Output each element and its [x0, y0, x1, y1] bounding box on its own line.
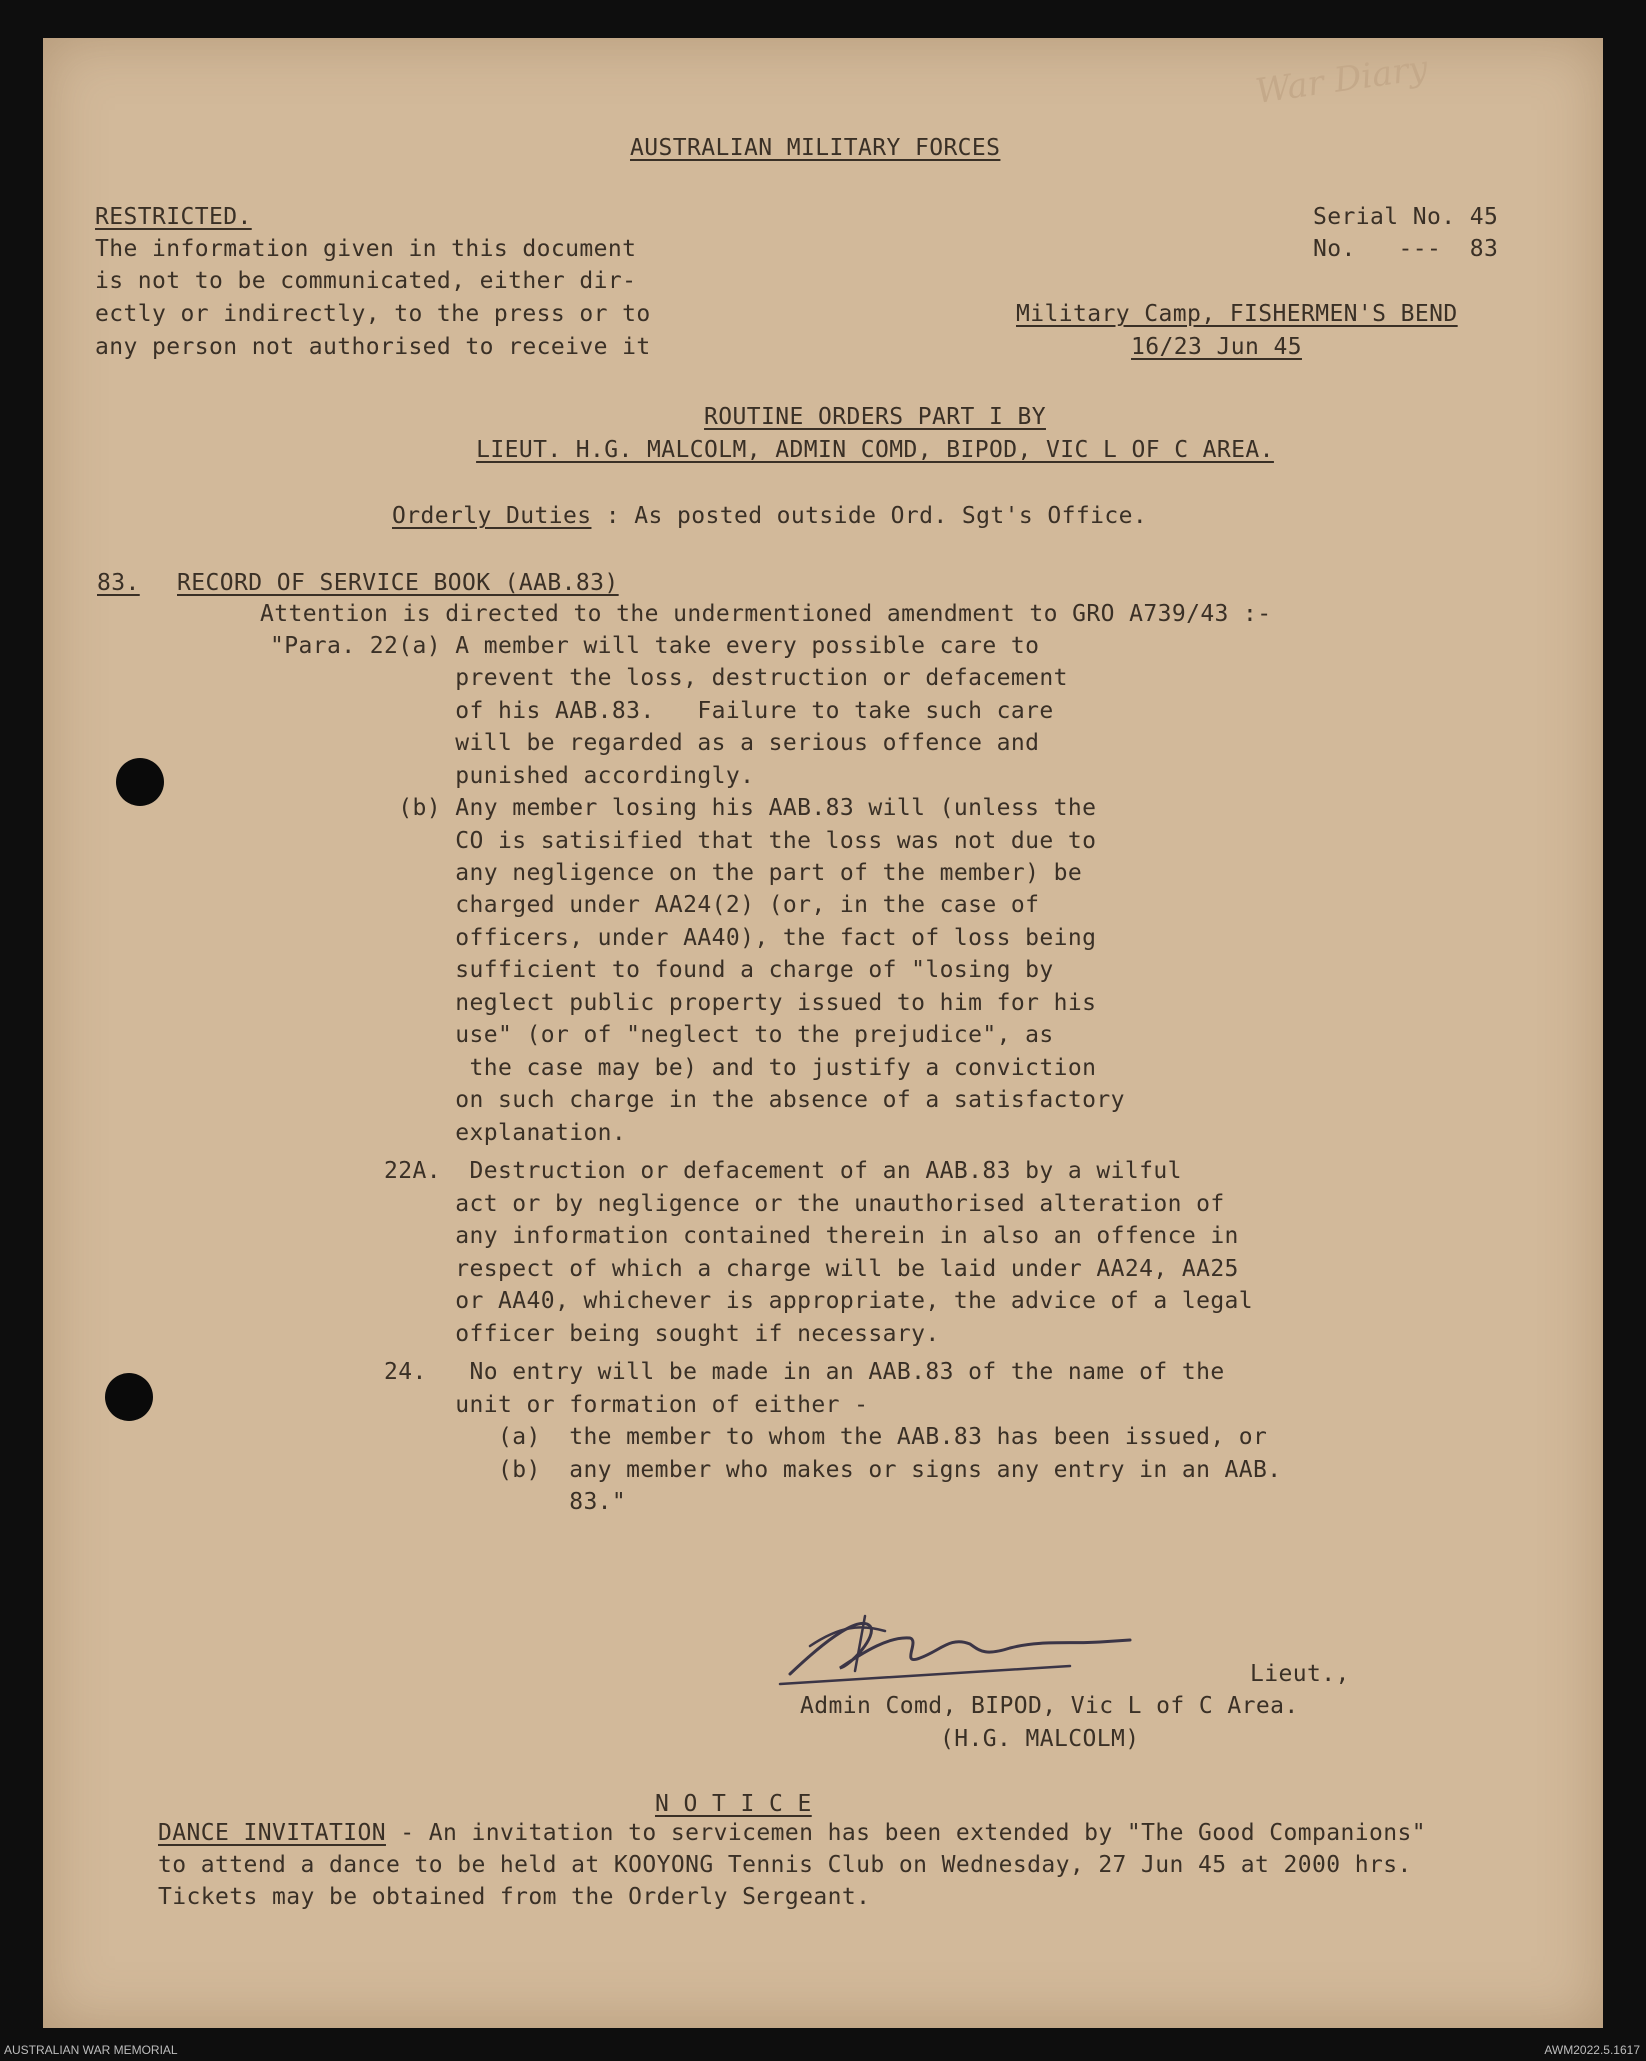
signature-appointment: Admin Comd, BIPOD, Vic L of C Area.	[800, 1693, 1299, 1719]
order-line: charged under AA24(2) (or, in the case of	[270, 892, 1040, 918]
handwritten-note: War Diary	[1253, 48, 1431, 112]
order-line: 24. No entry will be made in an AAB.83 of the name of the	[270, 1359, 1225, 1385]
restricted-line: ectly or indirectly, to the press or to	[95, 301, 651, 327]
signature-rank: Lieut.,	[1250, 1661, 1350, 1687]
orders-heading-line1: ROUTINE ORDERS PART I BY	[704, 404, 1046, 430]
order-line: the case may be) and to justify a conviction	[270, 1055, 1097, 1081]
location: Military Camp, FISHERMEN'S BEND	[1016, 301, 1458, 327]
order-line: respect of which a charge will be laid under AA24, AA25	[270, 1256, 1239, 1282]
restricted-line: is not to be communicated, either dir-	[95, 268, 637, 294]
notice-line: to attend a dance to be held at KOOYONG Tennis Club on Wednesday, 27 Jun 45 at 2000 hrs.	[158, 1852, 1412, 1878]
order-line: officers, under AA40), the fact of loss being	[270, 925, 1097, 951]
notice-line: Tickets may be obtained from the Orderly Sergeant.	[158, 1884, 871, 1910]
footer-source: AUSTRALIAN WAR MEMORIAL	[4, 2043, 178, 2057]
punch-hole	[116, 758, 164, 806]
order-line: prevent the loss, destruction or defacement	[270, 665, 1068, 691]
order-number: No. --- 83	[1313, 236, 1499, 262]
order-line: will be regarded as a serious offence and	[270, 730, 1040, 756]
order-line: punished accordingly.	[270, 763, 755, 789]
order-line: 83."	[270, 1489, 627, 1515]
order-line: neglect public property issued to him for his	[270, 990, 1097, 1016]
order-line: "Para. 22(a) A member will take every possible care to	[270, 633, 1040, 659]
restricted-label: RESTRICTED.	[95, 204, 252, 230]
notice-line	[158, 1817, 1426, 1849]
order-line: (b) Any member losing his AAB.83 will (unless the	[270, 795, 1097, 821]
order-line: any information contained therein in also an offence in	[270, 1223, 1239, 1249]
order-line: unit or formation of either -	[270, 1392, 869, 1418]
order-line: (b) any member who makes or signs any entry in an AAB.	[270, 1457, 1282, 1483]
order-line: use" (or of "neglect to the prejudice", as	[270, 1022, 1054, 1048]
signature-name: (H.G. MALCOLM)	[940, 1726, 1140, 1752]
orderly-duties-text: : As posted outside Ord. Sgt's Office.	[591, 503, 1148, 529]
order-line: any negligence on the part of the member) be	[270, 860, 1083, 886]
order-number-83: 83.	[97, 570, 140, 596]
orders-heading-line2: LIEUT. H.G. MALCOLM, ADMIN COMD, BIPOD, VIC L OF C AREA.	[476, 437, 1274, 463]
order-line: 22A. Destruction or defacement of an AAB.83 by a wilful	[270, 1158, 1182, 1184]
orderly-duties	[392, 500, 1147, 532]
notice-text: - An invitation to servicemen has been extended by "The Good Companions"	[385, 1820, 1427, 1846]
order-line: (a) the member to whom the AAB.83 has been issued, or	[270, 1424, 1268, 1450]
order-line: or AA40, whichever is appropriate, the advice of a legal	[270, 1288, 1254, 1314]
punch-hole	[105, 1373, 153, 1421]
order-line: CO is satisified that the loss was not due to	[270, 828, 1097, 854]
order-line: Attention is directed to the undermentioned amendment to GRO A739/43 :-	[260, 601, 1272, 627]
document-title: AUSTRALIAN MILITARY FORCES	[630, 135, 1001, 161]
notice-label: DANCE INVITATION	[158, 1820, 386, 1846]
order-line: sufficient to found a charge of "losing by	[270, 957, 1054, 983]
order-line: officer being sought if necessary.	[270, 1321, 940, 1347]
restricted-line: any person not authorised to receive it	[95, 334, 651, 360]
restricted-line: The information given in this document	[95, 236, 637, 262]
notice-heading: N O T I C E	[655, 1791, 812, 1817]
order-line: act or by negligence or the unauthorised alteration of	[270, 1191, 1225, 1217]
orderly-duties-label: Orderly Duties	[392, 503, 592, 529]
order-line: on such charge in the absence of a satisfactory	[270, 1087, 1125, 1113]
order-line: of his AAB.83. Failure to take such care	[270, 698, 1054, 724]
footer-accession: AWM2022.5.1617	[1544, 2043, 1640, 2057]
order-line: explanation.	[270, 1120, 627, 1146]
serial-number: Serial No. 45	[1313, 204, 1499, 230]
date: 16/23 Jun 45	[1131, 334, 1302, 360]
order-title: RECORD OF SERVICE BOOK (AAB.83)	[177, 570, 619, 596]
